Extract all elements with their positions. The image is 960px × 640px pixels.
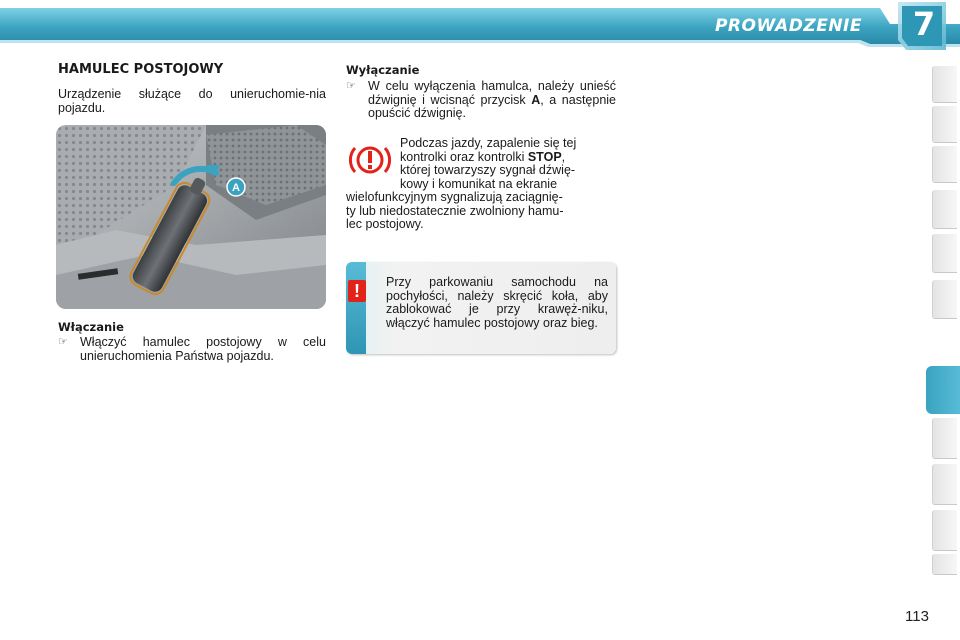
chapter-tab-3[interactable] xyxy=(932,146,957,183)
chapter-number: 7 xyxy=(912,5,936,43)
chapter-tab-10[interactable] xyxy=(932,510,957,551)
chapter-tab-9[interactable] xyxy=(932,464,957,505)
button-a-label: A xyxy=(531,92,541,107)
hand-pointer-icon: ☞ xyxy=(346,80,356,92)
engage-title: Włączanie xyxy=(58,320,124,334)
driving-note: Podczas jazdy, zapalenie się tej kontrolki oraz kontrolki STOP, której towarzyszy sygnał dźwię- kowy i komunikat na ekranie wielofunkcyjnym sygnalizują zaciągnię- ty lub niedostatecznie zwolniony hamu- lec postojowy. xyxy=(346,136,577,231)
chapter-tab-2[interactable] xyxy=(932,106,957,143)
engage-text: Włączyć hamulec postojowy w celu unieruchomienia Państwa pojazdu. xyxy=(80,335,326,363)
release-title: Wyłączanie xyxy=(346,63,420,77)
handbrake-photo xyxy=(56,125,326,309)
page-number: 113 xyxy=(905,608,929,625)
chapter-tab-11[interactable] xyxy=(932,554,957,575)
warning-strip xyxy=(346,262,366,354)
section-intro: Urządzenie służące do unieruchomie-nia pojazdu. xyxy=(58,87,326,115)
callout-a-label: A xyxy=(232,182,240,194)
section-title: HAMULEC POSTOJOWY xyxy=(58,62,224,77)
release-text: W celu wyłączenia hamulca, należy unieść dźwignię i wcisnąć przycisk A, a następnie opuścić dźwignię. xyxy=(368,79,616,120)
chapter-tab-4[interactable] xyxy=(932,190,957,229)
release-bullet xyxy=(346,80,616,124)
hand-pointer-icon: ☞ xyxy=(58,336,68,348)
chapter-tab-7-active[interactable] xyxy=(926,366,960,414)
parking-warning-box xyxy=(346,262,616,354)
stop-label: STOP xyxy=(527,149,562,164)
chapter-title: PROWADZENIE xyxy=(714,16,862,36)
warning-text: Przy parkowaniu samochodu na pochyłości, należy skręcić koła, aby zablokować je przy krawęż-niku, włączyć hamulec postojowy oraz bieg. xyxy=(386,275,608,330)
engage-bullet xyxy=(58,336,326,366)
header-band xyxy=(0,0,960,52)
exclamation-icon: ! xyxy=(348,280,366,302)
chapter-tab-6[interactable] xyxy=(932,280,957,319)
chapter-tab-8[interactable] xyxy=(932,418,957,459)
chapter-tabs xyxy=(926,66,960,576)
chapter-tab-1[interactable] xyxy=(932,66,957,103)
chapter-tab-5[interactable] xyxy=(932,234,957,273)
